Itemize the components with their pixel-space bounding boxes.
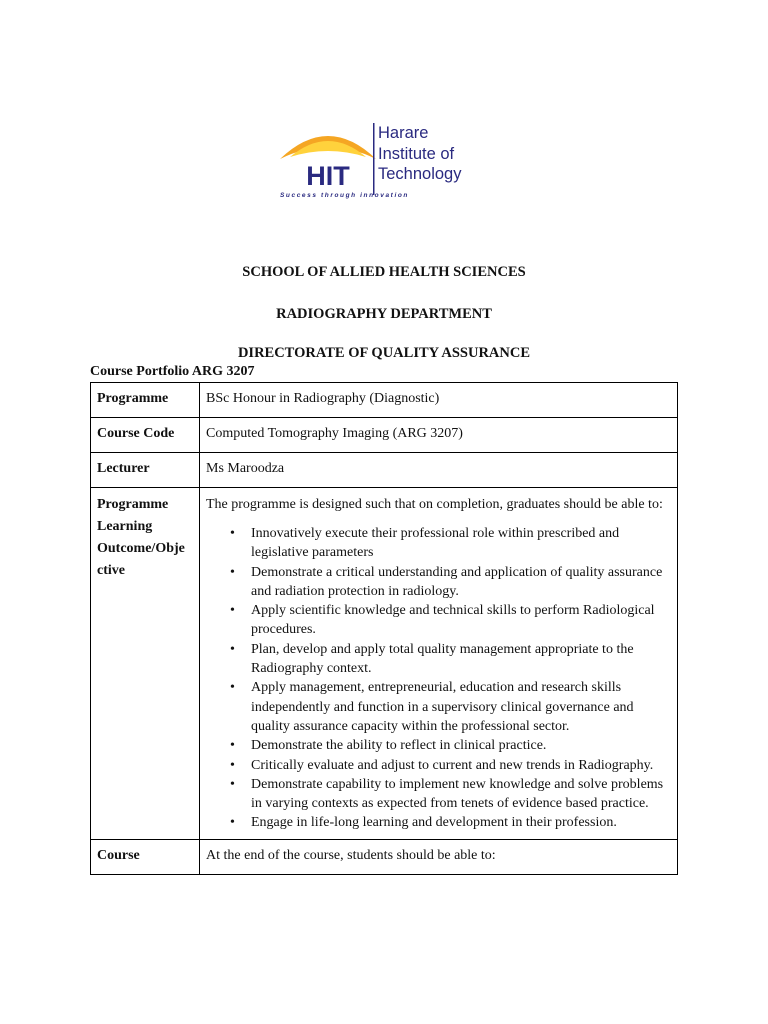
- school-heading: SCHOOL OF ALLIED HEALTH SCIENCES: [242, 264, 526, 280]
- outcomes-label: [91, 488, 200, 840]
- bullet-mark: •: [230, 680, 235, 696]
- list-item: [230, 563, 671, 602]
- table-row-course: [91, 839, 678, 874]
- outcomes-list: [206, 524, 671, 833]
- outcome-text: Innovatively execute their professional role within prescribed and legislative parameters: [251, 526, 620, 561]
- portfolio-title: Course Portfolio ARG 3207: [90, 364, 255, 379]
- bullet-mark: •: [230, 738, 235, 754]
- list-item: [230, 601, 671, 640]
- course-code-value: Computed Tomography Imaging (ARG 3207): [200, 418, 678, 453]
- lecturer-label: Lecturer: [91, 453, 200, 488]
- list-item: [230, 813, 671, 832]
- department-heading: RADIOGRAPHY DEPARTMENT: [276, 306, 492, 322]
- outcome-text: Apply management, entrepreneurial, education and research skills independently and function in a supervisory clinical governance and quality assurance capacity within the professional sector.: [251, 680, 634, 734]
- list-item: [230, 524, 671, 563]
- logo-acronym: HIT: [306, 161, 350, 191]
- bullet-mark: •: [230, 776, 235, 792]
- outcome-text: Demonstrate capability to implement new knowledge and solve problems in varying contexts as expected from tenets of evidence based practice.: [251, 776, 664, 812]
- outcome-text: Demonstrate the ability to reflect in clinical practice.: [251, 738, 547, 754]
- bullet-mark: •: [230, 815, 235, 831]
- list-item: [230, 640, 671, 679]
- bullet-mark: •: [230, 564, 235, 580]
- directorate-heading: DIRECTORATE OF QUALITY ASSURANCE: [237, 345, 531, 361]
- table-row-course-code: [91, 418, 678, 453]
- logo-name-line-1: Harare: [378, 124, 429, 142]
- bullet-mark: •: [230, 526, 235, 541]
- course-portfolio-table: [90, 382, 678, 875]
- outcome-text: Demonstrate a critical understanding and application of quality assurance and radiation protection in radiology.: [251, 564, 663, 599]
- table-row-outcomes: [91, 488, 678, 840]
- bullet-mark: •: [230, 603, 235, 619]
- list-item: [230, 775, 671, 814]
- hit-logo: [278, 115, 468, 207]
- logo-tagline: Success through innovation: [280, 192, 409, 199]
- list-item: [230, 678, 671, 736]
- outcome-text: Apply scientific knowledge and technical skills to perform Radiological procedures.: [251, 603, 655, 638]
- outcomes-label-line: ctive: [97, 563, 125, 578]
- lecturer-value: Ms Maroodza: [200, 453, 678, 488]
- outcome-text: Plan, develop and apply total quality management appropriate to the Radiography context.: [251, 641, 634, 677]
- logo-institution-name: [378, 123, 461, 185]
- outcome-text: Critically evaluate and adjust to current and new trends in Radiography.: [251, 757, 654, 773]
- bullet-mark: •: [230, 757, 235, 773]
- list-item: [230, 736, 671, 755]
- outcomes-label-line: Learning: [97, 519, 153, 534]
- logo-name-line-3: Technology: [378, 165, 462, 183]
- table-row-lecturer: [91, 453, 678, 488]
- outcomes-label-line: Outcome/Obje: [97, 541, 185, 556]
- course-code-label: Course Code: [91, 418, 200, 453]
- programme-value: BSc Honour in Radiography (Diagnostic): [200, 383, 678, 418]
- course-value: At the end of the course, students should be able to:: [200, 839, 678, 874]
- bullet-mark: •: [230, 641, 235, 657]
- outcomes-intro: The programme is designed such that on completion, graduates should be able to:: [206, 497, 663, 512]
- outcomes-value: [200, 488, 678, 840]
- outcomes-label-line: Programme: [97, 497, 169, 512]
- outcome-text: Engage in life-long learning and development in their profession.: [251, 815, 617, 831]
- list-item: [230, 756, 671, 775]
- hit-logo-mark: [278, 115, 378, 195]
- course-label: Course: [91, 839, 200, 874]
- logo-name-line-2: Institute of: [378, 144, 455, 163]
- programme-label: Programme: [91, 383, 200, 418]
- logo-divider: [372, 123, 376, 195]
- table-row-programme: [91, 383, 678, 418]
